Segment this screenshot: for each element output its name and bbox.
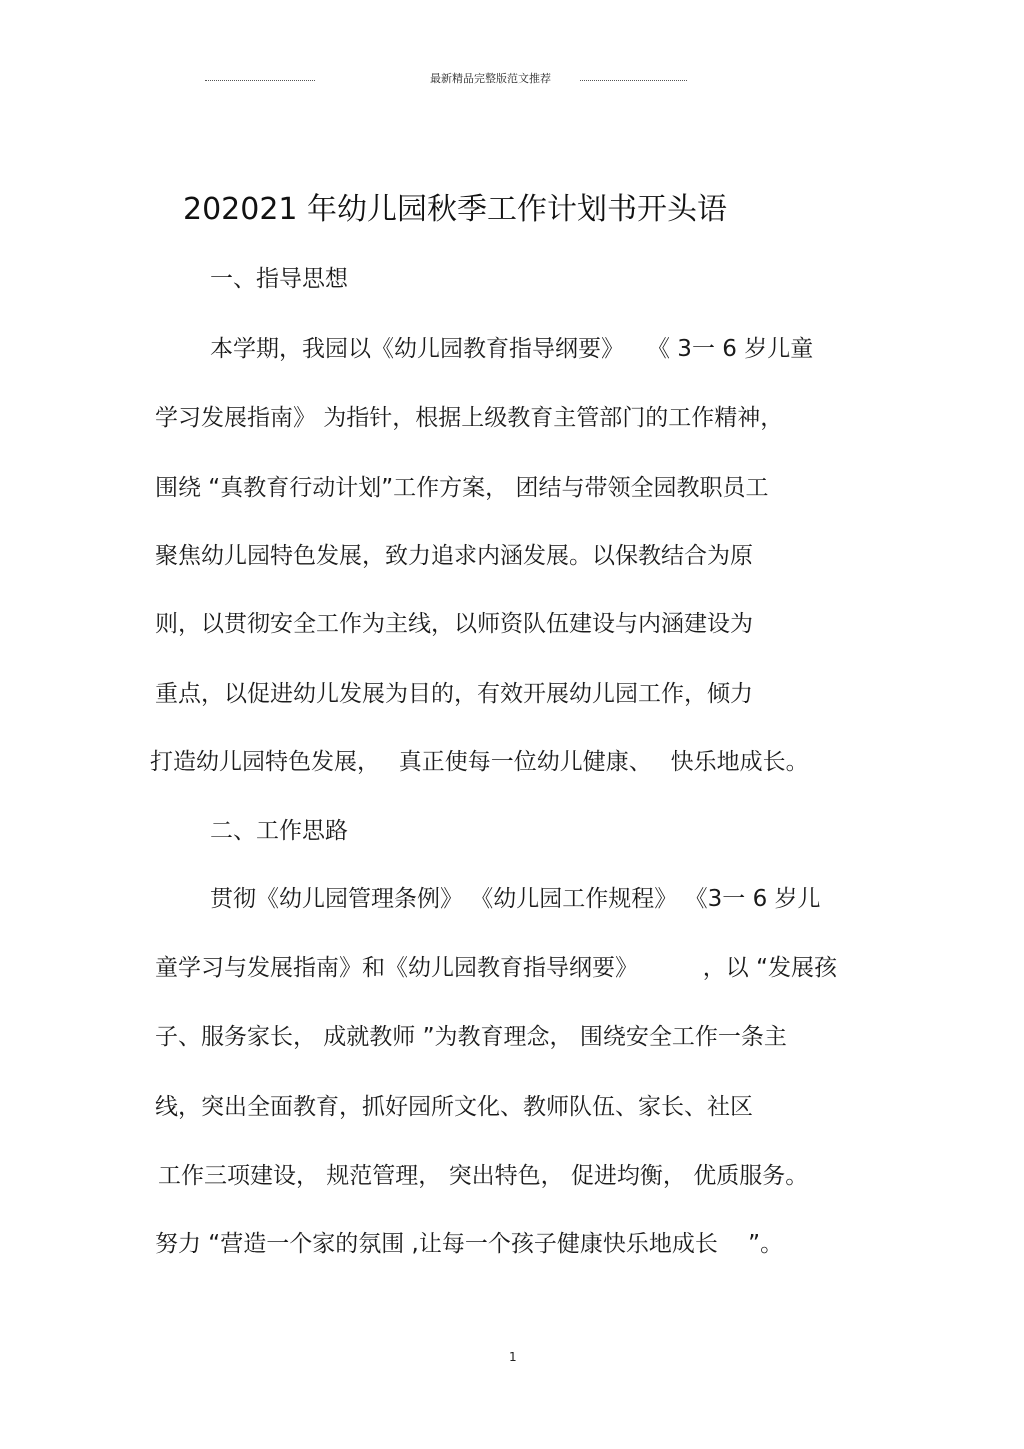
paragraph-line: 重点，以促进幼儿发展为目的，有效开展幼儿园工作，倾力 — [155, 681, 753, 707]
header-rule-left — [205, 80, 315, 81]
paragraph-line: 聚焦幼儿园特色发展，致力追求内涵发展。以保教结合为原 — [155, 543, 753, 569]
paragraph-line: 围绕 “真教育行动计划”工作方案， 团结与带领全园教职员工 — [155, 475, 769, 501]
paragraph-line: 贯彻《幼儿园管理条例》 《幼儿园工作规程》 《3一 6 岁儿 — [210, 886, 821, 912]
paragraph-line: 线，突出全面教育，抓好园所文化、教师队伍、家长、社区 — [155, 1094, 753, 1120]
section-heading-guiding-thought: 一、指导思想 — [210, 266, 348, 292]
paragraph-line: 童学习与发展指南》和《幼儿园教育指导纲要》 ，以 “发展孩 — [155, 955, 838, 981]
section-heading-work-approach: 二、工作思路 — [210, 818, 348, 844]
header-rule-right — [580, 80, 687, 81]
paragraph-line: 工作三项建设， 规范管理， 突出特色， 促进均衡， 优质服务。 — [158, 1163, 809, 1189]
paragraph-line: 本学期，我园以《幼儿园教育指导纲要》 《 3一 6 岁儿童 — [210, 336, 814, 362]
page-number: 1 — [509, 1350, 517, 1364]
document-title: 202021 年幼儿园秋季工作计划书开头语 — [183, 192, 728, 227]
header-text: 最新精品完整版范文推荐 — [430, 72, 551, 85]
paragraph-line: 子、服务家长， 成就教师 ”为教育理念， 围绕安全工作一条主 — [155, 1024, 787, 1050]
paragraph-line: 学习发展指南》 为指针，根据上级教育主管部门的工作精神， — [155, 405, 784, 431]
paragraph-line: 努力 “营造一个家的氛围 ,让每一个孩子健康快乐地成长 ”。 — [155, 1231, 784, 1257]
paragraph-line: 则，以贯彻安全工作为主线，以师资队伍建设与内涵建设为 — [155, 611, 753, 637]
paragraph-line: 打造幼儿园特色发展， 真正使每一位幼儿健康、 快乐地成长。 — [150, 749, 809, 775]
